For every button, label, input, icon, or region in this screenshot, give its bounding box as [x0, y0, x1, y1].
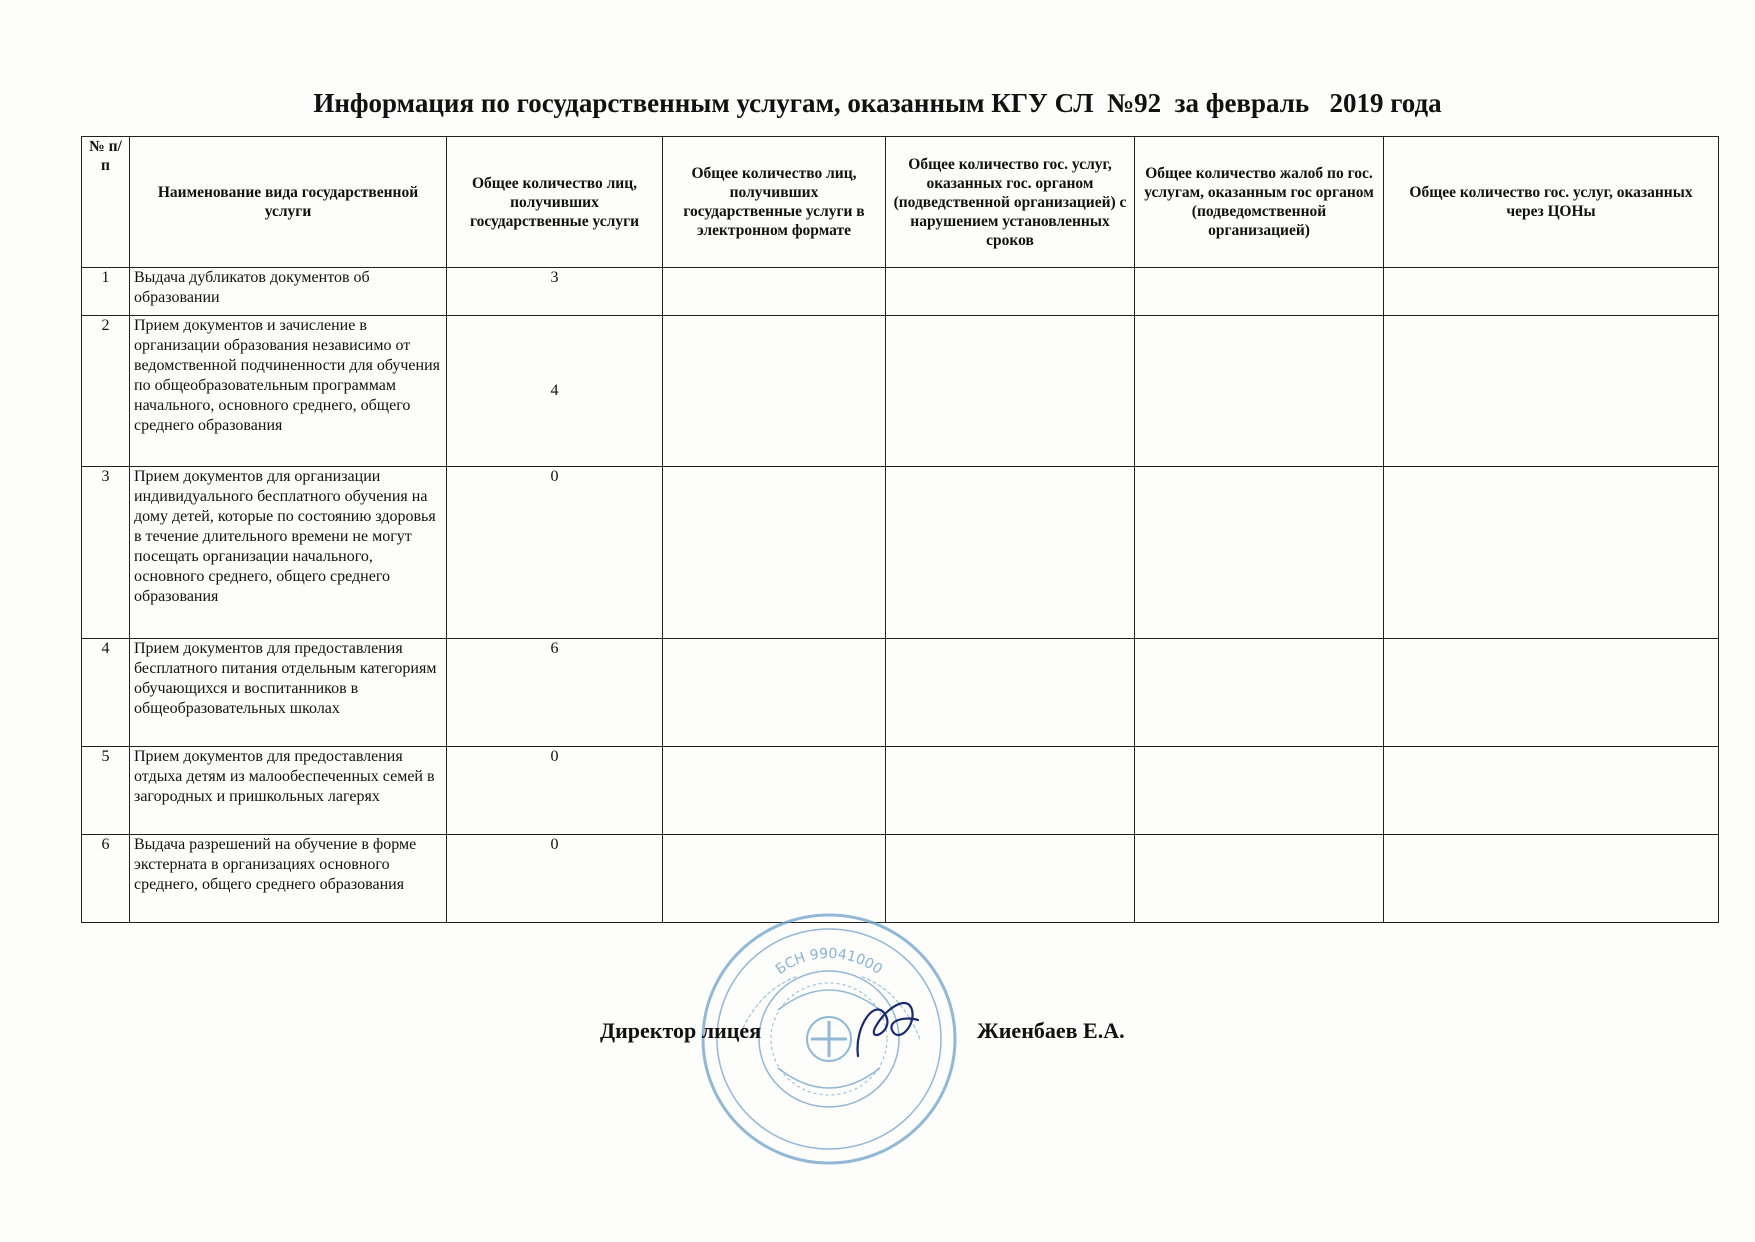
- table-row: [82, 467, 1719, 639]
- row-complaints-cell: [1135, 268, 1384, 316]
- row-tson-cell: [1384, 467, 1719, 639]
- row-violations-cell: [886, 639, 1135, 747]
- header-tson: Общее количество гос. услуг, оказанных через ЦОНы: [1384, 137, 1719, 268]
- row-electronic-cell: [663, 467, 886, 639]
- table-row: [82, 316, 1719, 467]
- row-total-count: 0: [447, 467, 663, 639]
- row-electronic-cell: [663, 747, 886, 835]
- row-total-count: 0: [447, 747, 663, 835]
- header-complaints: Общее количество жалоб по гос. услугам, оказанным гос органом (подведомственной организацией): [1135, 137, 1384, 268]
- row-total-count: 0: [447, 835, 663, 923]
- row-complaints-cell: [1135, 639, 1384, 747]
- row-tson-cell: [1384, 639, 1719, 747]
- row-tson-cell: [1384, 268, 1719, 316]
- header-electronic: Общее количество лиц, получивших государственные услуги в электронном формате: [663, 137, 886, 268]
- row-tson-cell: [1384, 835, 1719, 923]
- row-num: 6: [82, 835, 130, 923]
- row-total-count: 4: [447, 316, 663, 467]
- row-electronic-cell: [663, 316, 886, 467]
- row-service-name: Выдача разрешений на обучение в форме экстерната в организациях основного среднего, общего среднего образования: [130, 835, 447, 923]
- row-service-name: Прием документов для организации индивидуального бесплатного обучения на дому детей, которые по состоянию здоровья в течение длительного времени не могут посещать организации начального, основного среднего, общего среднего образования: [130, 467, 447, 639]
- table-row: [82, 268, 1719, 316]
- row-tson-cell: [1384, 747, 1719, 835]
- row-num: 3: [82, 467, 130, 639]
- row-num: 4: [82, 639, 130, 747]
- row-service-name: Выдача дубликатов документов об образовании: [130, 268, 447, 316]
- row-total-count: 3: [447, 268, 663, 316]
- row-tson-cell: [1384, 316, 1719, 467]
- row-electronic-cell: [663, 268, 886, 316]
- signature-icon: [846, 986, 926, 1066]
- svg-text:БСН 99041000: БСН 99041000: [772, 945, 886, 978]
- row-total-count: 6: [447, 639, 663, 747]
- row-service-name: Прием документов и зачисление в организации образования независимо от ведомственной подчиненности для обучения по общеобразовательным программам начального, основного среднего, общего среднего образования: [130, 316, 447, 467]
- row-violations-cell: [886, 316, 1135, 467]
- page-title: Информация по государственным услугам, оказанным КГУ СЛ №92 за февраль 2019 года: [313, 88, 1442, 118]
- signature-position: Директор лицея: [600, 1018, 762, 1043]
- row-electronic-cell: [663, 639, 886, 747]
- header-num: № п/п: [82, 137, 130, 268]
- row-num: 2: [82, 316, 130, 467]
- services-table: [81, 136, 1719, 923]
- row-num: 1: [82, 268, 130, 316]
- row-complaints-cell: [1135, 835, 1384, 923]
- table-header-row: [82, 137, 1719, 268]
- row-service-name: Прием документов для предоставления отдыха детям из малообеспеченных семей в загородных и пришкольных лагерях: [130, 747, 447, 835]
- header-total-persons: Общее количество лиц, получивших государственные услуги: [447, 137, 663, 268]
- row-complaints-cell: [1135, 747, 1384, 835]
- table-row: [82, 639, 1719, 747]
- signature-name: Жиенбаев Е.А.: [977, 1018, 1125, 1043]
- header-service-name: Наименование вида государственной услуги: [130, 137, 447, 268]
- row-violations-cell: [886, 747, 1135, 835]
- row-service-name: Прием документов для предоставления бесплатного питания отдельным категориям обучающихся и воспитанников в общеобразовательных школах: [130, 639, 447, 747]
- row-violations-cell: [886, 268, 1135, 316]
- row-num: 5: [82, 747, 130, 835]
- row-complaints-cell: [1135, 467, 1384, 639]
- header-violations: Общее количество гос. услуг, оказанных гос. органом (подведственной организацией) с нарушением установленных сроков: [886, 137, 1135, 268]
- table-row: [82, 747, 1719, 835]
- row-complaints-cell: [1135, 316, 1384, 467]
- row-violations-cell: [886, 467, 1135, 639]
